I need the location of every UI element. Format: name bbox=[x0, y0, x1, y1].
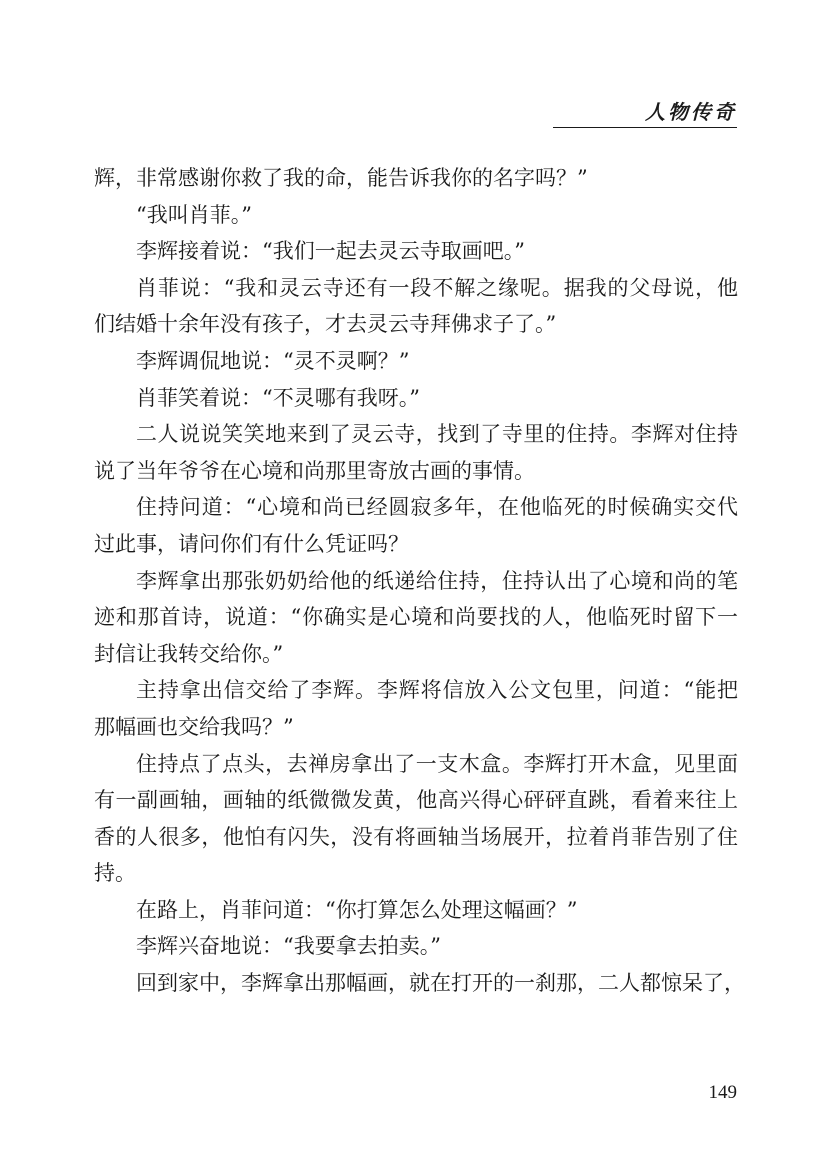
text-line: 李辉调侃地说：“灵不灵啊？” bbox=[136, 348, 410, 373]
text-line: 李辉接着说：“我们一起去灵云寺取画吧。” bbox=[136, 239, 525, 264]
body-text bbox=[94, 160, 745, 1002]
section-title: 人物传奇 bbox=[645, 100, 737, 124]
text-line: 过此事，请问你们有什么凭证吗？ bbox=[94, 531, 409, 556]
text-line: 香的人很多，他怕有闪失，没有将画轴当场展开，拉着肖菲告别了住 bbox=[94, 824, 738, 849]
text-line: 持。 bbox=[94, 861, 136, 886]
running-header bbox=[553, 98, 737, 128]
text-line: 在路上，肖菲问道：“你打算怎么处理这幅画？” bbox=[136, 897, 578, 922]
text-line: 主持拿出信交给了李辉。李辉将信放入公文包里，问道：“能把 bbox=[136, 678, 738, 703]
text-line: 肖菲说：“我和灵云寺还有一段不解之缘呢。据我的父母说，他 bbox=[136, 275, 738, 300]
text-line: 有一副画轴，画轴的纸微微发黄，他高兴得心砰砰直跳，看着来往上 bbox=[94, 788, 738, 813]
page-number: 149 bbox=[708, 1082, 737, 1103]
text-line: 说了当年爷爷在心境和尚那里寄放古画的事情。 bbox=[94, 458, 535, 483]
header-rule bbox=[553, 127, 737, 128]
text-line: 住持点了点头，去禅房拿出了一支木盒。李辉打开木盒，见里面 bbox=[136, 751, 738, 776]
text-line: 李辉拿出那张奶奶给他的纸递给住持，住持认出了心境和尚的笔 bbox=[136, 568, 738, 593]
text-line: 肖菲笑着说：“不灵哪有我呀。” bbox=[136, 385, 420, 410]
text-line: 辉，非常感谢你救了我的命，能告诉我你的名字吗？” bbox=[94, 166, 588, 190]
text-line: 们结婚十余年没有孩子，才去灵云寺拜佛求子了。” bbox=[94, 312, 557, 337]
text-line: 封信让我转交给你。” bbox=[94, 641, 284, 666]
text-line: 那幅画也交给我吗？” bbox=[94, 714, 294, 739]
text-line: 回到家中，李辉拿出那幅画，就在打开的一刹那，二人都惊呆了， bbox=[136, 971, 745, 996]
text-line: 住持问道：“心境和尚已经圆寂多年，在他临死的时候确实交代 bbox=[136, 495, 738, 520]
text-line: “我叫肖菲。” bbox=[136, 202, 252, 227]
text-line: 李辉兴奋地说：“我要拿去拍卖。” bbox=[136, 934, 441, 959]
text-line: 二人说说笑笑地来到了灵云寺，找到了寺里的住持。李辉对住持 bbox=[136, 422, 738, 447]
text-line: 迹和那首诗，说道：“你确实是心境和尚要找的人，他临死时留下一 bbox=[94, 605, 738, 630]
